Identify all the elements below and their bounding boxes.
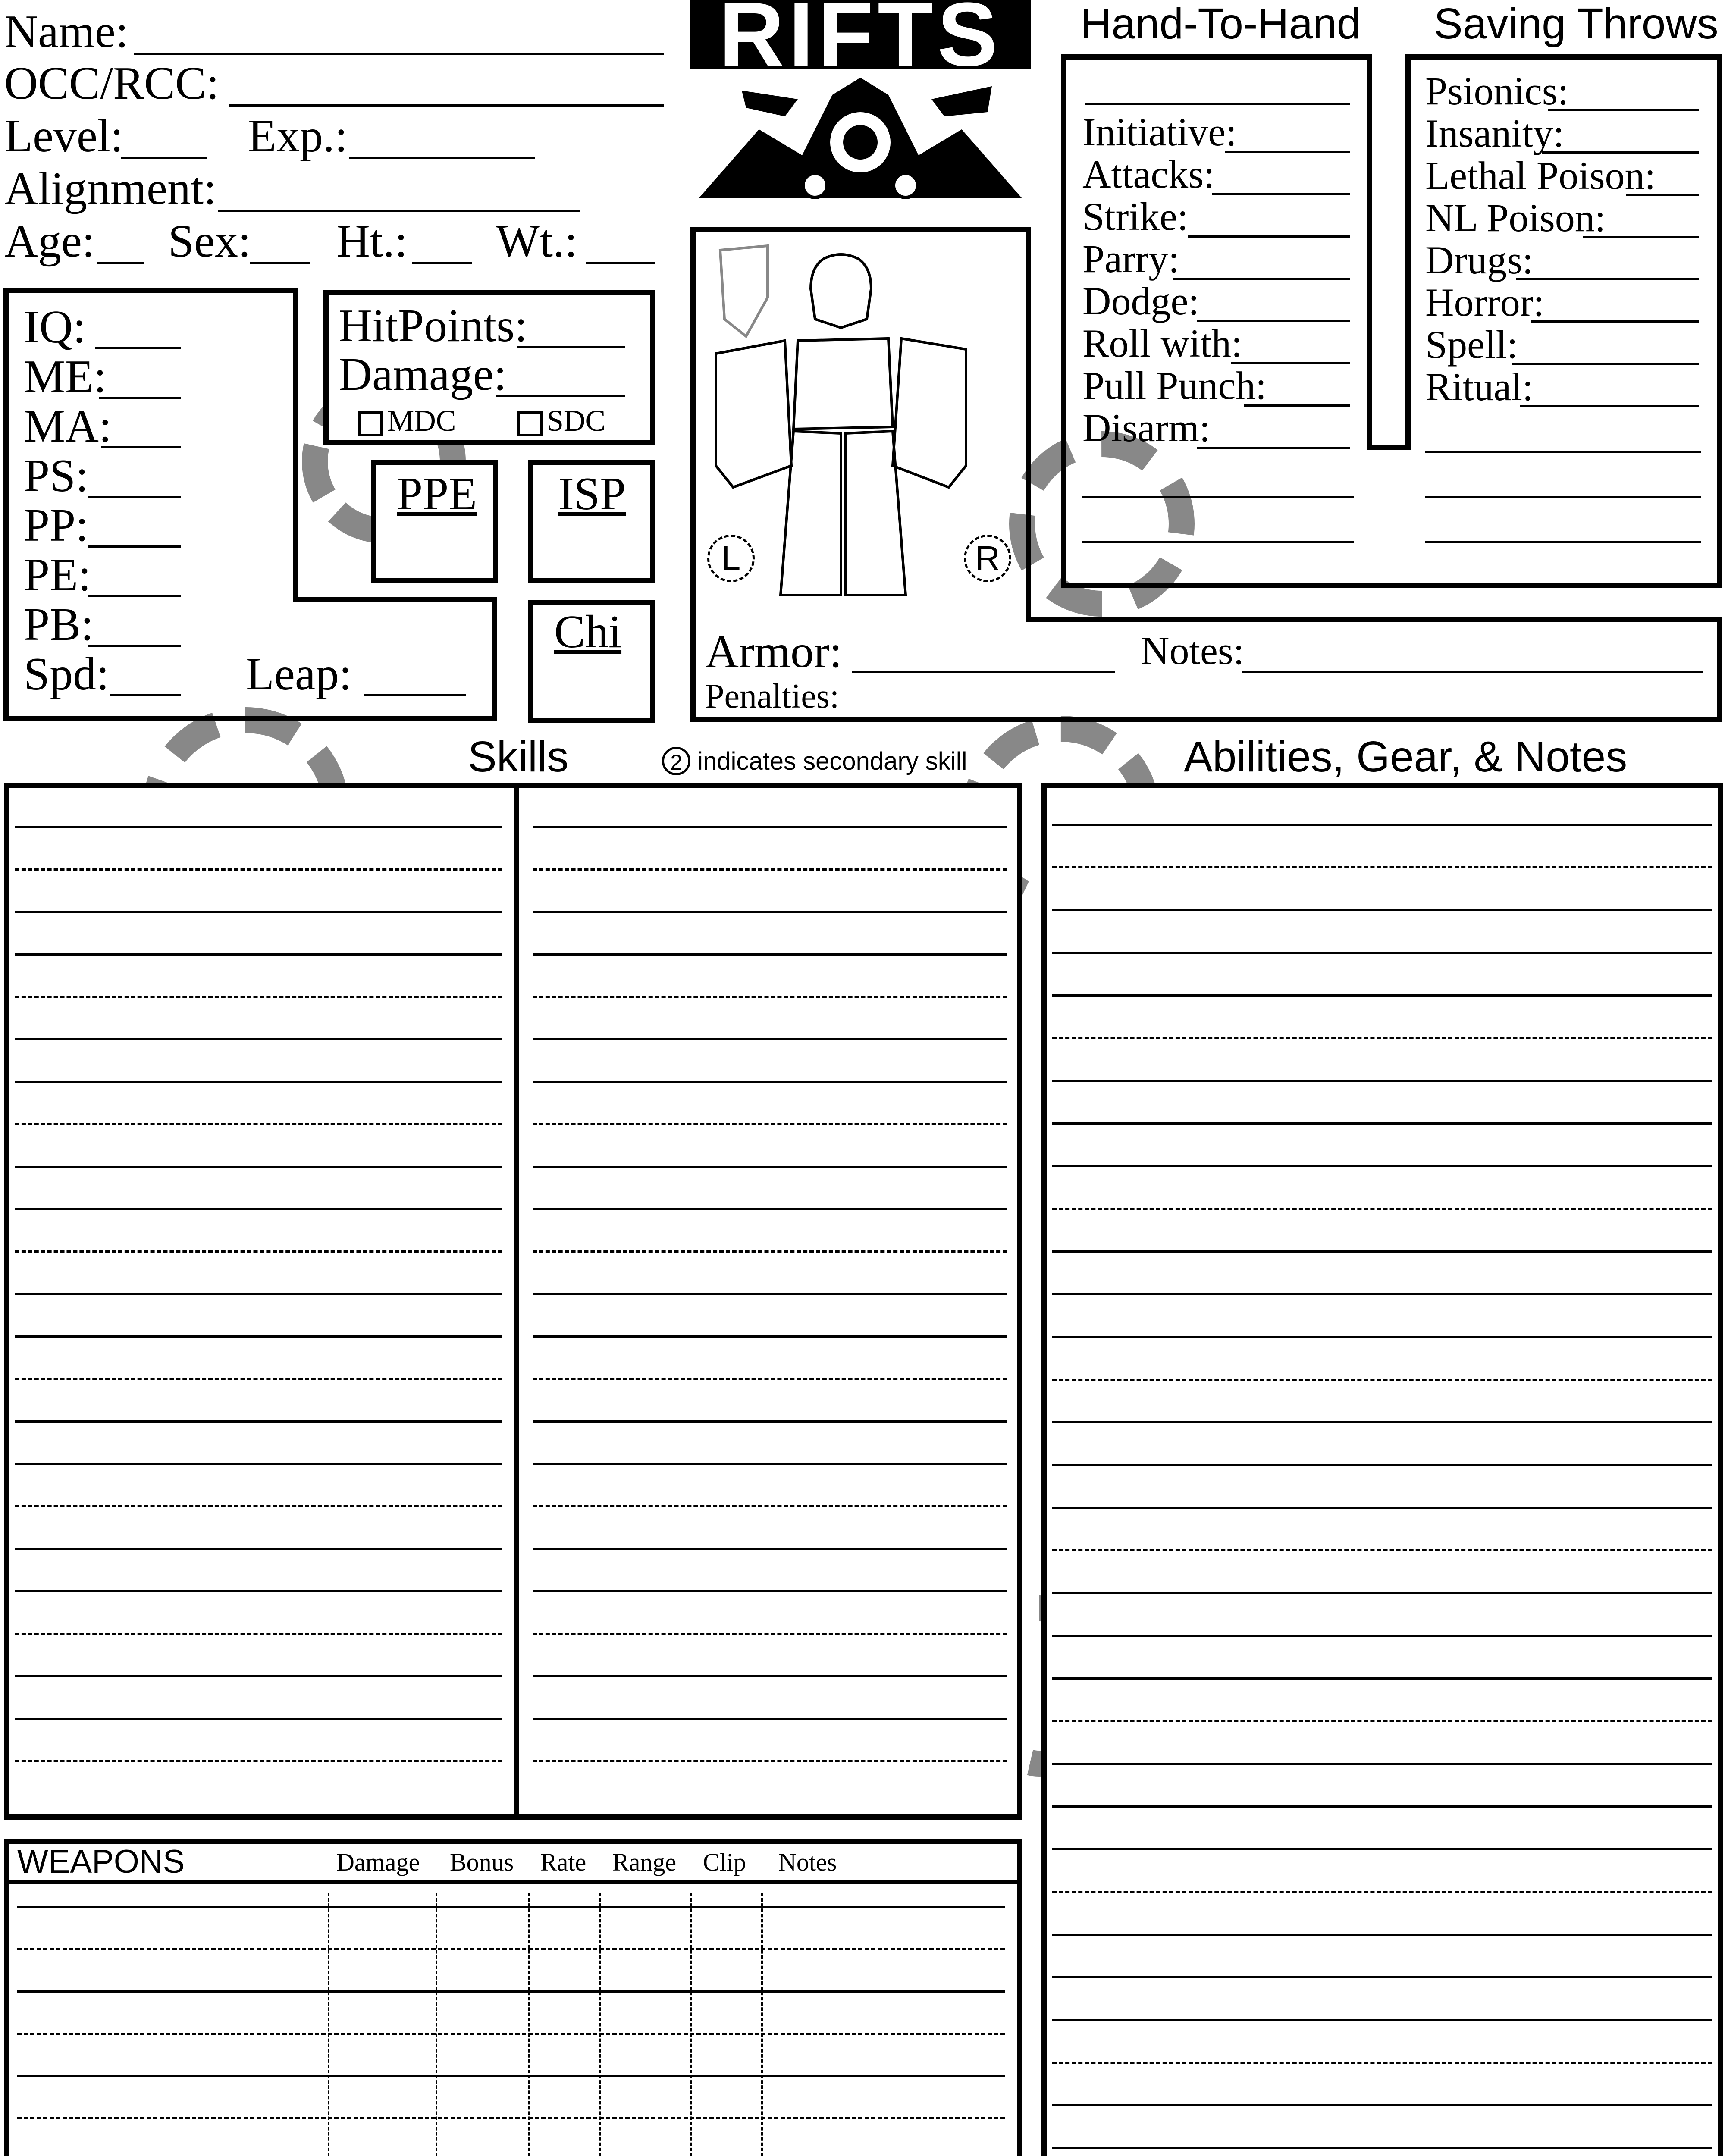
wt-label: Wt.:: [496, 216, 577, 267]
ht-label: Ht.:: [336, 216, 408, 267]
isp-label: ISP: [558, 468, 626, 520]
attribute-ps: PS:: [24, 450, 89, 501]
writing-line[interactable]: [1052, 2019, 1712, 2021]
writing-line[interactable]: [15, 826, 502, 828]
writing-line[interactable]: [15, 996, 502, 998]
writing-line[interactable]: [1052, 1250, 1712, 1253]
secondary-skill-note-text: indicates secondary skill: [697, 747, 967, 775]
writing-line[interactable]: [1052, 1720, 1712, 1722]
psionics-label: Psionics:: [1425, 69, 1569, 113]
writing-line[interactable]: [533, 1505, 1007, 1507]
mdc-label: MDC: [387, 404, 456, 438]
weapons-col-notes: Notes: [778, 1848, 837, 1876]
skills-column-divider: [514, 783, 519, 1820]
writing-line[interactable]: [15, 1166, 502, 1168]
attribute-pp-field[interactable]: [88, 545, 181, 548]
writing-line[interactable]: [1052, 1421, 1712, 1423]
attribute-me-field[interactable]: [99, 397, 181, 399]
exp-label: Exp.:: [248, 110, 348, 162]
weapons-title: WEAPONS: [17, 1843, 185, 1880]
writing-line[interactable]: [15, 1548, 502, 1550]
writing-line[interactable]: [1052, 952, 1712, 954]
weapons-column-divider: [761, 1893, 763, 2156]
right-marker: [964, 535, 1011, 582]
psionics-field[interactable]: [1548, 109, 1699, 111]
writing-line[interactable]: [15, 1675, 502, 1677]
sex-field[interactable]: [250, 262, 310, 264]
writing-line[interactable]: [1052, 1336, 1712, 1338]
writing-line[interactable]: [1052, 909, 1712, 911]
writing-line[interactable]: [1052, 1507, 1712, 1509]
weapons-column-divider: [436, 1893, 437, 2156]
weapons-col-clip: Clip: [703, 1848, 746, 1876]
writing-line[interactable]: [1052, 2062, 1712, 2064]
attribute-ma: MA:: [24, 401, 112, 452]
name-label: Name:: [4, 6, 129, 57]
spell-field[interactable]: [1512, 363, 1699, 365]
writing-line[interactable]: [15, 1505, 502, 1507]
damage-label: Damage:: [339, 349, 507, 400]
hitpoints-label: HitPoints:: [339, 300, 528, 351]
sdc-checkbox[interactable]: [518, 406, 605, 436]
strike-label: Strike:: [1082, 194, 1189, 238]
leap-field[interactable]: [364, 694, 466, 696]
hand-to-hand-extra-2[interactable]: [1082, 541, 1354, 543]
mdc-checkbox-box[interactable]: [358, 411, 383, 436]
hand-to-hand-title: Hand-To-Hand: [1080, 0, 1361, 48]
leap-label: Leap:: [246, 649, 352, 700]
writing-line[interactable]: [17, 1990, 1005, 1993]
dodge-label: Dodge:: [1082, 279, 1199, 323]
writing-line[interactable]: [15, 1590, 502, 1592]
armor-notes-label: Notes:: [1141, 629, 1245, 673]
writing-line[interactable]: [533, 1335, 1007, 1338]
hand-to-hand-blank[interactable]: [1085, 103, 1350, 105]
disarm-label: Disarm:: [1082, 406, 1211, 450]
writing-line[interactable]: [1052, 1549, 1712, 1551]
ritual-field[interactable]: [1520, 405, 1699, 407]
armor-notes-field[interactable]: [1242, 671, 1703, 673]
writing-line[interactable]: [533, 1250, 1007, 1253]
parry-label: Parry:: [1082, 237, 1179, 281]
writing-line[interactable]: [1052, 2104, 1712, 2106]
attribute-pb: PB:: [24, 599, 94, 650]
skills-title: Skills: [468, 733, 569, 781]
rifts-logo: [690, 0, 1031, 207]
attribute-spd: Spd:: [24, 649, 110, 700]
writing-line[interactable]: [533, 1081, 1007, 1083]
rifts-logo-text: RIFTS: [690, 0, 1031, 69]
nl-poison-label: NL Poison:: [1425, 196, 1606, 240]
attribute-pe-field[interactable]: [88, 595, 181, 597]
sex-label: Sex:: [168, 216, 251, 267]
writing-line[interactable]: [15, 1463, 502, 1465]
weapons-col-rate: Rate: [540, 1848, 586, 1876]
writing-line[interactable]: [15, 1038, 502, 1040]
writing-line[interactable]: [15, 953, 502, 956]
left-marker-label: L: [721, 539, 741, 577]
writing-line[interactable]: [1052, 1293, 1712, 1295]
writing-line[interactable]: [1052, 1635, 1712, 1637]
writing-line[interactable]: [17, 1906, 1005, 1908]
disarm-field[interactable]: [1197, 447, 1350, 449]
abilities-lines: [1052, 783, 1712, 2156]
writing-line[interactable]: [15, 1081, 502, 1083]
attribute-pb-field[interactable]: [88, 645, 181, 647]
ppe-label: PPE: [397, 468, 477, 520]
weapons-lines: [17, 1884, 1009, 2156]
writing-line[interactable]: [15, 1250, 502, 1253]
writing-line[interactable]: [1052, 1122, 1712, 1125]
penalties-label: Penalties:: [705, 677, 840, 715]
attacks-label: Attacks:: [1082, 152, 1215, 196]
writing-line[interactable]: [533, 996, 1007, 998]
hand-to-hand-extra-1[interactable]: [1082, 496, 1354, 498]
writing-line[interactable]: [1052, 1037, 1712, 1039]
attribute-pp: PP:: [24, 500, 89, 551]
writing-line[interactable]: [1052, 1848, 1712, 1850]
logo-emblem: [690, 78, 1031, 207]
initiative-label: Initiative:: [1082, 110, 1237, 154]
lethal-poison-field[interactable]: [1626, 194, 1699, 196]
level-field[interactable]: [121, 157, 207, 159]
attribute-me: ME:: [24, 351, 107, 402]
saving-throws-extra-3[interactable]: [1425, 541, 1701, 543]
writing-line[interactable]: [533, 1633, 1007, 1635]
writing-line[interactable]: [533, 1590, 1007, 1592]
strike-field[interactable]: [1188, 235, 1350, 238]
level-label: Level:: [4, 110, 123, 162]
writing-line[interactable]: [1052, 824, 1712, 826]
occ-field[interactable]: [229, 104, 664, 107]
writing-line[interactable]: [533, 1293, 1007, 1295]
hitpoints-field[interactable]: [518, 346, 625, 348]
attribute-iq-field[interactable]: [95, 347, 181, 349]
saving-throws-extra-2[interactable]: [1425, 496, 1701, 498]
sdc-label: SDC: [547, 404, 606, 438]
chi-label: Chi: [554, 606, 622, 658]
weapons-column-divider: [599, 1893, 601, 2156]
writing-line[interactable]: [1052, 2147, 1712, 2149]
writing-line[interactable]: [533, 1378, 1007, 1380]
writing-line[interactable]: [1052, 1080, 1712, 1082]
weapons-col-range: Range: [612, 1848, 677, 1876]
weapons-column-divider: [528, 1893, 530, 2156]
writing-line[interactable]: [15, 1760, 502, 1762]
writing-line[interactable]: [1052, 1592, 1712, 1594]
writing-line[interactable]: [15, 1293, 502, 1295]
writing-line[interactable]: [15, 1633, 502, 1635]
attribute-iq: IQ:: [24, 301, 86, 353]
pull-punch-field[interactable]: [1244, 404, 1350, 407]
insanity-label: Insanity:: [1425, 111, 1564, 155]
weapons-col-damage: Damage: [336, 1848, 420, 1876]
writing-line[interactable]: [1052, 1763, 1712, 1765]
ht-field[interactable]: [412, 262, 472, 264]
writing-line[interactable]: [533, 1208, 1007, 1210]
exp-field[interactable]: [349, 157, 535, 159]
writing-line[interactable]: [1052, 1464, 1712, 1466]
writing-line[interactable]: [533, 1675, 1007, 1677]
mdc-checkbox[interactable]: [358, 406, 456, 436]
writing-line[interactable]: [1052, 1379, 1712, 1381]
writing-line[interactable]: [1052, 1165, 1712, 1167]
skills-lines-left: [15, 783, 502, 1818]
writing-line[interactable]: [533, 1038, 1007, 1040]
occ-label: OCC/RCC:: [4, 58, 220, 109]
left-marker: [707, 535, 755, 582]
writing-line[interactable]: [533, 953, 1007, 956]
nl-poison-field[interactable]: [1583, 236, 1699, 238]
attribute-pe: PE:: [24, 549, 91, 601]
weapons-column-divider: [328, 1893, 329, 2156]
abilities-title: Abilities, Gear, & Notes: [1184, 733, 1628, 781]
writing-line[interactable]: [1052, 1976, 1712, 1978]
secondary-skill-symbol: 2: [662, 747, 690, 775]
writing-line[interactable]: [15, 1378, 502, 1380]
spell-label: Spell:: [1425, 323, 1518, 367]
writing-line[interactable]: [15, 1718, 502, 1720]
attribute-ma-field[interactable]: [101, 446, 181, 448]
writing-line[interactable]: [533, 1420, 1007, 1423]
attribute-ps-field[interactable]: [88, 496, 181, 498]
writing-line[interactable]: [15, 1208, 502, 1210]
armor-field[interactable]: [852, 671, 1115, 673]
alignment-field[interactable]: [218, 210, 580, 212]
writing-line[interactable]: [15, 1420, 502, 1423]
writing-line[interactable]: [15, 1123, 502, 1125]
writing-line[interactable]: [533, 1548, 1007, 1550]
writing-line[interactable]: [15, 1335, 502, 1338]
age-label: Age:: [4, 216, 95, 267]
weapons-col-bonus: Bonus: [450, 1848, 514, 1876]
writing-line[interactable]: [1052, 994, 1712, 997]
horror-label: Horror:: [1425, 280, 1544, 324]
writing-line[interactable]: [1052, 1805, 1712, 1808]
skills-lines-right: [533, 783, 1007, 1818]
writing-line[interactable]: [533, 1123, 1007, 1125]
writing-line[interactable]: [1052, 1677, 1712, 1680]
writing-line[interactable]: [1052, 1208, 1712, 1210]
weapons-column-divider: [690, 1893, 692, 2156]
writing-line[interactable]: [15, 911, 502, 913]
weapons-header-rule: [4, 1880, 1022, 1884]
age-field[interactable]: [97, 262, 144, 264]
writing-line[interactable]: [17, 2075, 1005, 2077]
wt-field[interactable]: [586, 262, 656, 264]
attacks-field[interactable]: [1212, 193, 1350, 195]
writing-line[interactable]: [15, 868, 502, 871]
writing-line[interactable]: [1052, 1891, 1712, 1893]
pull-punch-label: Pull Punch:: [1082, 364, 1267, 407]
armor-label: Armor:: [705, 626, 842, 677]
horror-field[interactable]: [1531, 320, 1699, 323]
writing-line[interactable]: [17, 2033, 1005, 2035]
ritual-label: Ritual:: [1425, 365, 1534, 409]
initiative-field[interactable]: [1225, 151, 1350, 153]
damage-field[interactable]: [496, 395, 625, 397]
writing-line[interactable]: [533, 1760, 1007, 1762]
lethal-poison-label: Lethal Poison:: [1425, 154, 1656, 197]
saving-throws-title: Saving Throws: [1434, 0, 1719, 48]
saving-throws-extra-1[interactable]: [1425, 451, 1701, 453]
alignment-label: Alignment:: [4, 163, 216, 214]
writing-line[interactable]: [1052, 1934, 1712, 1936]
writing-line[interactable]: [533, 1718, 1007, 1720]
secondary-skill-note: [662, 747, 967, 775]
right-marker-label: R: [975, 539, 1000, 577]
sdc-checkbox-box[interactable]: [518, 411, 543, 436]
writing-line[interactable]: [533, 1166, 1007, 1168]
writing-line[interactable]: [17, 1948, 1005, 1950]
drugs-label: Drugs:: [1425, 238, 1534, 282]
attribute-spd-field[interactable]: [110, 694, 181, 696]
writing-line[interactable]: [17, 2117, 1005, 2119]
writing-line[interactable]: [1052, 866, 1712, 868]
writing-line[interactable]: [533, 911, 1007, 913]
writing-line[interactable]: [533, 1463, 1007, 1465]
roll-with-label: Roll with:: [1082, 321, 1242, 365]
name-field[interactable]: [134, 53, 664, 55]
writing-line[interactable]: [533, 868, 1007, 871]
writing-line[interactable]: [533, 826, 1007, 828]
parry-field[interactable]: [1173, 278, 1350, 280]
